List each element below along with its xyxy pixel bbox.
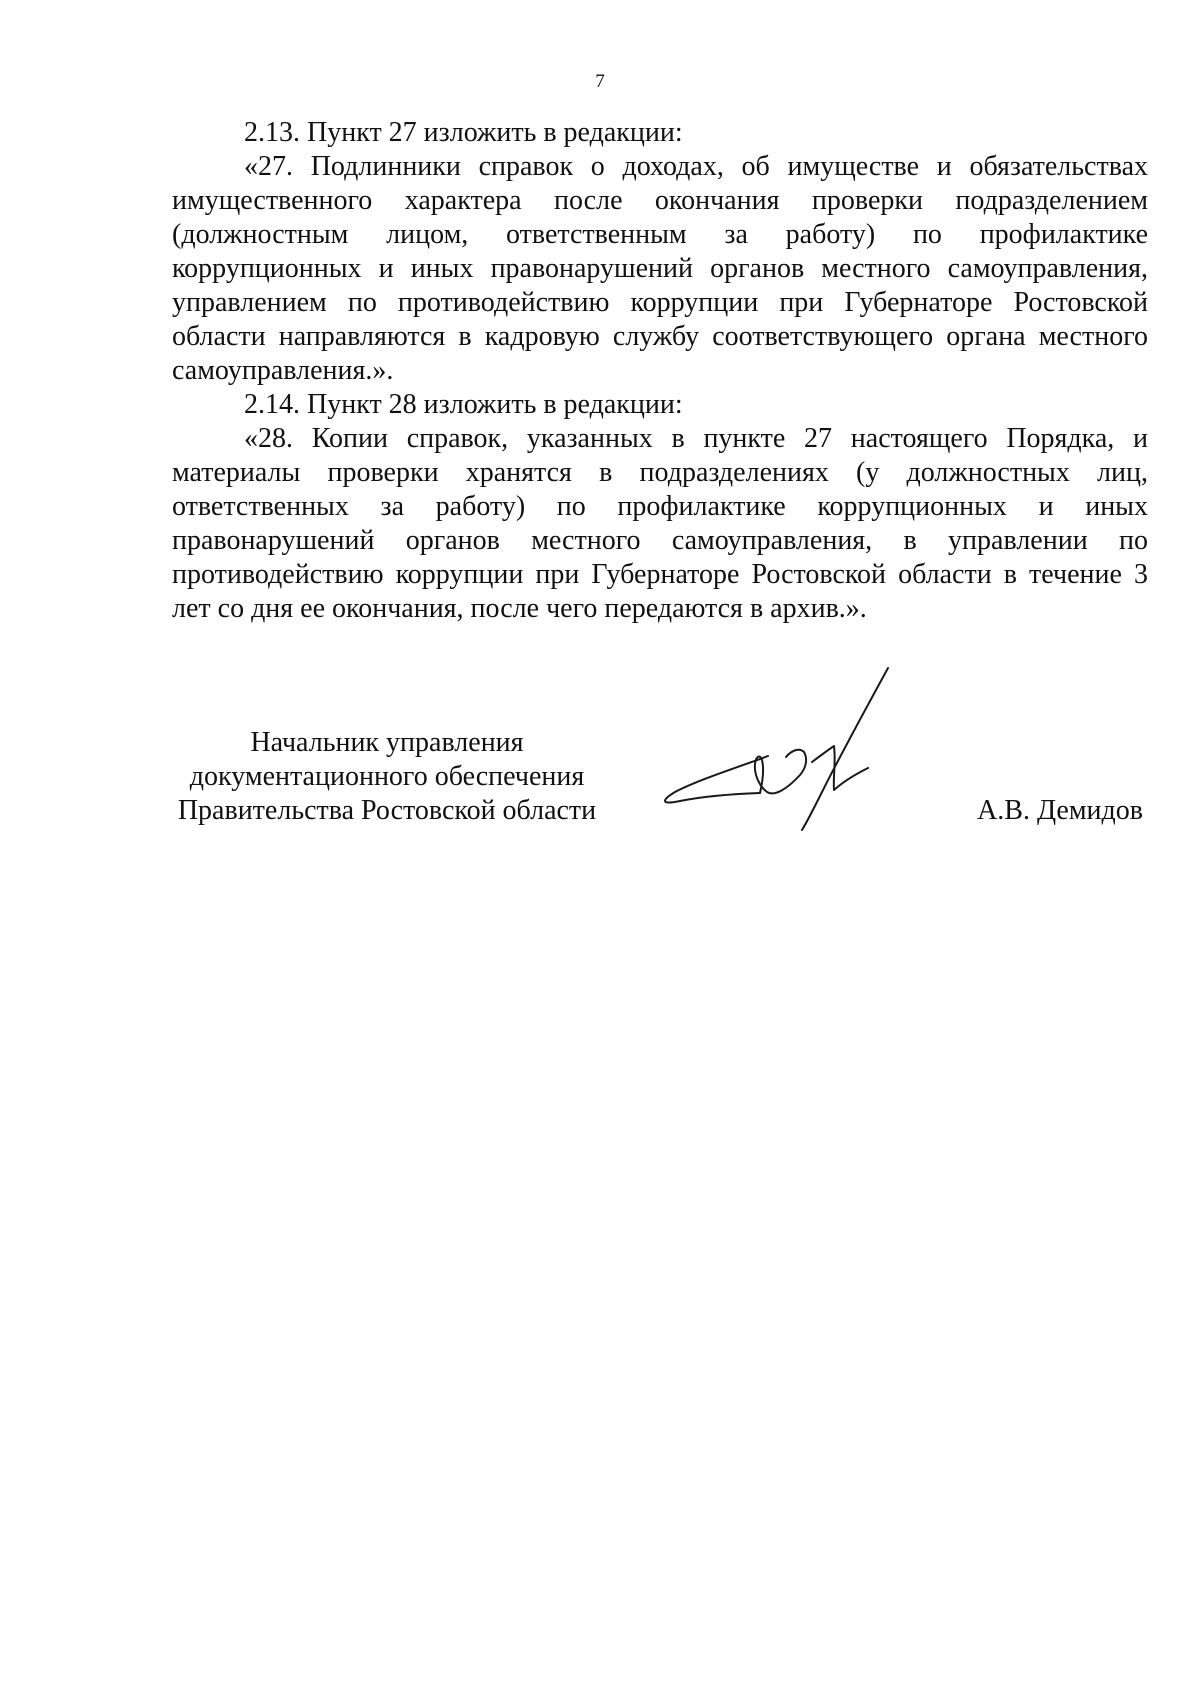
- paragraph-2-13: 2.13. Пункт 27 изложить в редакции:: [244, 117, 683, 148]
- paragraph-item-27: «27. Подлинники справок о доходах, об имуществе и обязательствах имущественного характера после окончания проверки подразделением (должностным лицом, ответственным за работу) по профилактике коррупционных и иных правонарушений органов местного самоуправления, управлением по противодействию коррупции при Губернаторе Ростовской области направляются в кадровую службу соответствующего органа местного самоуправления.».: [172, 151, 1148, 386]
- position-line: Начальник управления: [250, 727, 524, 758]
- signer-position: [172, 726, 602, 828]
- document-body: [172, 116, 1148, 626]
- position-line: Правительства Ростовской области: [177, 795, 597, 826]
- paragraph-2-14: 2.14. Пункт 28 изложить в редакции:: [244, 389, 683, 420]
- position-line: документационного обеспечения: [189, 761, 585, 792]
- paragraph-item-28: «28. Копии справок, указанных в пункте 27 настоящего Порядка, и материалы проверки хранятся в подразделениях (у должностных лиц, ответственных за работу) по профилактике коррупционных и иных правонарушений органов местного самоуправления, в управлении по противодействию коррупции при Губернаторе Ростовской области в течение 3 лет со дня ее окончания, после чего передаются в архив.».: [172, 423, 1148, 624]
- page-number: 7: [595, 71, 605, 92]
- handwritten-signature-icon: [650, 664, 930, 834]
- signature-block: [172, 726, 1148, 906]
- signer-name: А.В. Демидов: [977, 795, 1143, 826]
